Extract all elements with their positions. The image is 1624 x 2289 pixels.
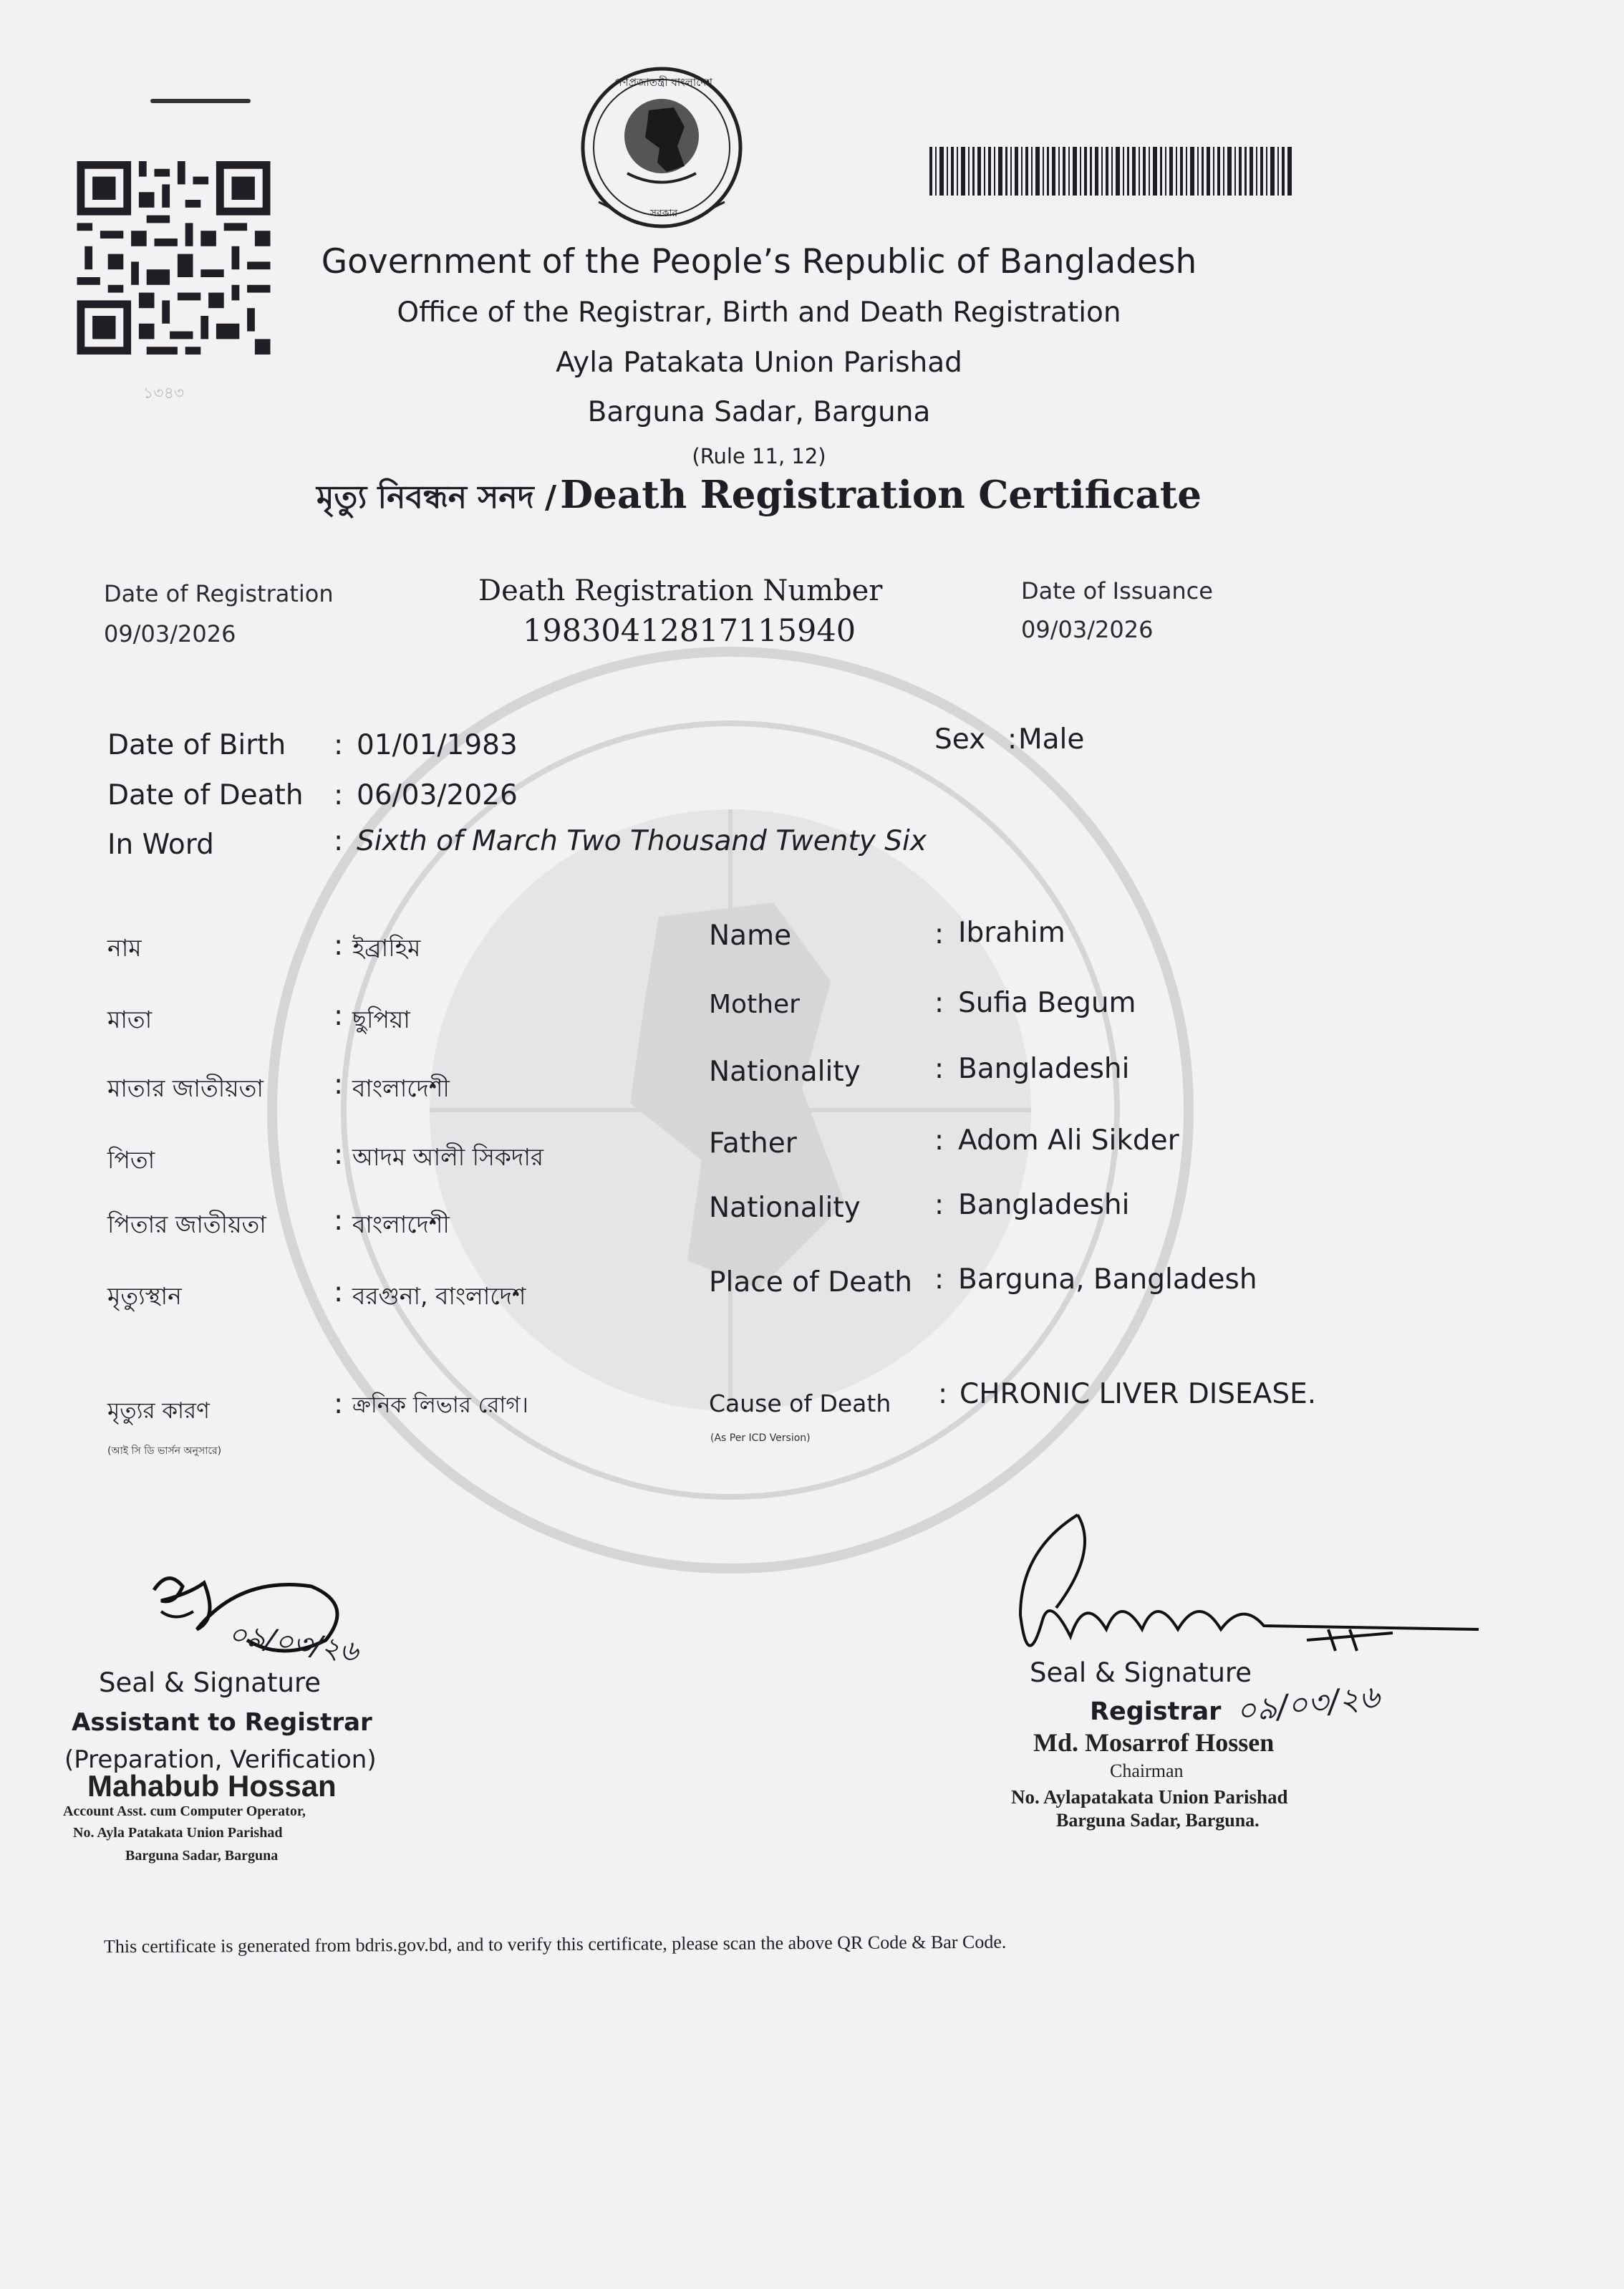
assistant-stamp-name: Mahabub Hossan	[87, 1769, 337, 1803]
certificate-title-en: Death Registration Certificate	[560, 473, 1202, 517]
en-place-value: Barguna, Bangladesh	[958, 1263, 1257, 1296]
bn-name-label: নাম	[107, 934, 142, 962]
header-rule: (Rule 11, 12)	[692, 444, 826, 468]
bn-father-colon: :	[334, 1139, 344, 1171]
en-mother-nationality-value: Bangladeshi	[958, 1053, 1130, 1085]
in-word-value: Sixth of March Two Thousand Twenty Six	[357, 825, 927, 857]
en-place-colon: :	[934, 1263, 944, 1296]
bn-place-label: মৃত্যুস্থান	[107, 1282, 182, 1310]
en-place-label: Place of Death	[709, 1266, 913, 1298]
emblem-text-top: গণপ্রজাতন্ত্রী বাংলাদেশ	[614, 76, 713, 89]
bn-mother-nationality-label: মাতার জাতীয়তা	[107, 1074, 264, 1102]
en-mother-colon: :	[934, 987, 944, 1019]
registrar-stamp-line1: Chairman	[1110, 1760, 1184, 1781]
footer-note: This certificate is generated from bdris.gov.bd, and to verify this certificate, please scan the above QR Code & Bar Code.	[103, 1931, 1007, 1957]
certificate-title-bn: মৃত্যু নিবন্ধন সনদ /	[316, 479, 557, 516]
en-name-label: Name	[709, 920, 792, 952]
assistant-stamp-line1: Account Asst. cum Computer Operator,	[63, 1803, 306, 1819]
date-of-issuance-value: 09/03/2026	[1021, 616, 1154, 643]
bn-father-nationality-label: পিতার জাতীয়তা	[107, 1210, 266, 1238]
bn-cause-colon: :	[334, 1388, 344, 1420]
bn-mother-nationality-colon: :	[334, 1069, 344, 1101]
bn-place-colon: :	[334, 1276, 344, 1309]
sex-value: Male	[1018, 723, 1085, 756]
bn-name-value: ইব্রাহিম	[352, 934, 421, 962]
header-office: Office of the Registrar, Birth and Death Registration	[397, 297, 1121, 329]
dod-value: 06/03/2026	[357, 779, 518, 811]
bn-father-value: আদম আলী সিকদার	[352, 1143, 544, 1171]
bn-father-label: পিতা	[107, 1146, 155, 1174]
assistant-seal-label: Seal & Signature	[99, 1667, 322, 1698]
en-cause-note: (As Per ICD Version)	[710, 1432, 811, 1444]
bn-mother-nationality-value: বাংলাদেশী	[352, 1074, 450, 1102]
bn-mother-colon: :	[334, 1000, 344, 1032]
en-name-colon: :	[934, 918, 944, 950]
bn-place-value: বরগুনা, বাংলাদেশ	[352, 1282, 526, 1310]
header-government: Government of the People’s Republic of Bangladesh	[321, 242, 1197, 281]
en-mother-nationality-colon: :	[934, 1053, 944, 1085]
emblem-text-bottom: সরকার	[649, 208, 678, 219]
bn-cause-note: (আই সি ডি ভার্সন অনুসারে)	[107, 1445, 222, 1457]
header-district: Barguna Sadar, Barguna	[587, 396, 931, 428]
en-father-value: Adom Ali Sikder	[958, 1124, 1179, 1157]
bn-father-nationality-value: বাংলাদেশী	[352, 1210, 450, 1238]
registration-number-label: Death Registration Number	[478, 574, 883, 607]
en-father-nationality-value: Bangladeshi	[958, 1189, 1130, 1221]
assistant-stamp-line3: Barguna Sadar, Barguna	[125, 1848, 279, 1864]
en-mother-nationality-label: Nationality	[709, 1056, 861, 1088]
registrar-title: Registrar	[1090, 1697, 1222, 1726]
en-cause-value: CHRONIC LIVER DISEASE.	[960, 1378, 1317, 1410]
en-name-value: Ibrahim	[958, 917, 1065, 949]
registrar-stamp-line2: No. Aylapatakata Union Parishad	[1011, 1786, 1288, 1808]
assistant-title: Assistant to Registrar	[72, 1708, 372, 1737]
dob-label: Date of Birth	[107, 729, 286, 761]
date-of-issuance-label: Date of Issuance	[1021, 577, 1213, 604]
header-union: Ayla Patakata Union Parishad	[556, 347, 962, 379]
dod-label: Date of Death	[107, 779, 304, 811]
bn-cause-value: ক্রনিক লিভার রোগ।	[352, 1392, 528, 1418]
en-father-nationality-colon: :	[934, 1189, 944, 1221]
registrar-stamp-line3: Barguna Sadar, Barguna.	[1056, 1810, 1260, 1831]
en-father-colon: :	[934, 1124, 944, 1157]
dob-value: 01/01/1983	[357, 729, 518, 761]
certificate-title	[0, 473, 1518, 526]
bn-mother-label: মাতা	[107, 1006, 153, 1033]
qr-code-label: ১৩৪৩	[143, 385, 185, 403]
en-mother-value: Sufia Begum	[958, 987, 1136, 1019]
assistant-subtitle: (Preparation, Verification)	[64, 1745, 377, 1774]
sex-colon: :	[1007, 723, 1018, 756]
in-word-colon: :	[334, 825, 344, 857]
bn-father-nationality-colon: :	[334, 1205, 344, 1237]
registration-number-value: 19830412817115940	[523, 613, 856, 649]
assistant-stamp-line2: No. Ayla Patakata Union Parishad	[73, 1825, 283, 1841]
registrar-handwritten-date: ০৯/০৩/২৬	[1234, 1678, 1382, 1730]
in-word-label: In Word	[107, 829, 214, 861]
bn-cause-label: মৃত্যুর কারণ	[107, 1398, 210, 1424]
top-dash	[150, 99, 251, 103]
bn-name-colon: :	[334, 930, 344, 962]
registrar-seal-label: Seal & Signature	[1030, 1657, 1252, 1688]
sex-label: Sex	[934, 723, 986, 756]
date-of-registration-label: Date of Registration	[104, 580, 334, 607]
en-father-label: Father	[709, 1127, 797, 1160]
dob-colon: :	[334, 729, 344, 761]
dod-colon: :	[334, 779, 344, 811]
en-mother-label: Mother	[709, 990, 800, 1019]
date-of-registration-value: 09/03/2026	[104, 620, 236, 647]
bn-mother-value: ছুপিয়া	[352, 1006, 410, 1033]
en-cause-label: Cause of Death	[709, 1389, 891, 1417]
en-cause-colon: :	[938, 1378, 948, 1410]
barcode-icon[interactable]	[929, 147, 1292, 196]
assistant-handwritten-date: ০৯/০৩/২৬	[226, 1617, 361, 1669]
registrar-stamp-name: Md. Mosarrof Hossen	[1033, 1728, 1275, 1757]
en-father-nationality-label: Nationality	[709, 1192, 861, 1224]
